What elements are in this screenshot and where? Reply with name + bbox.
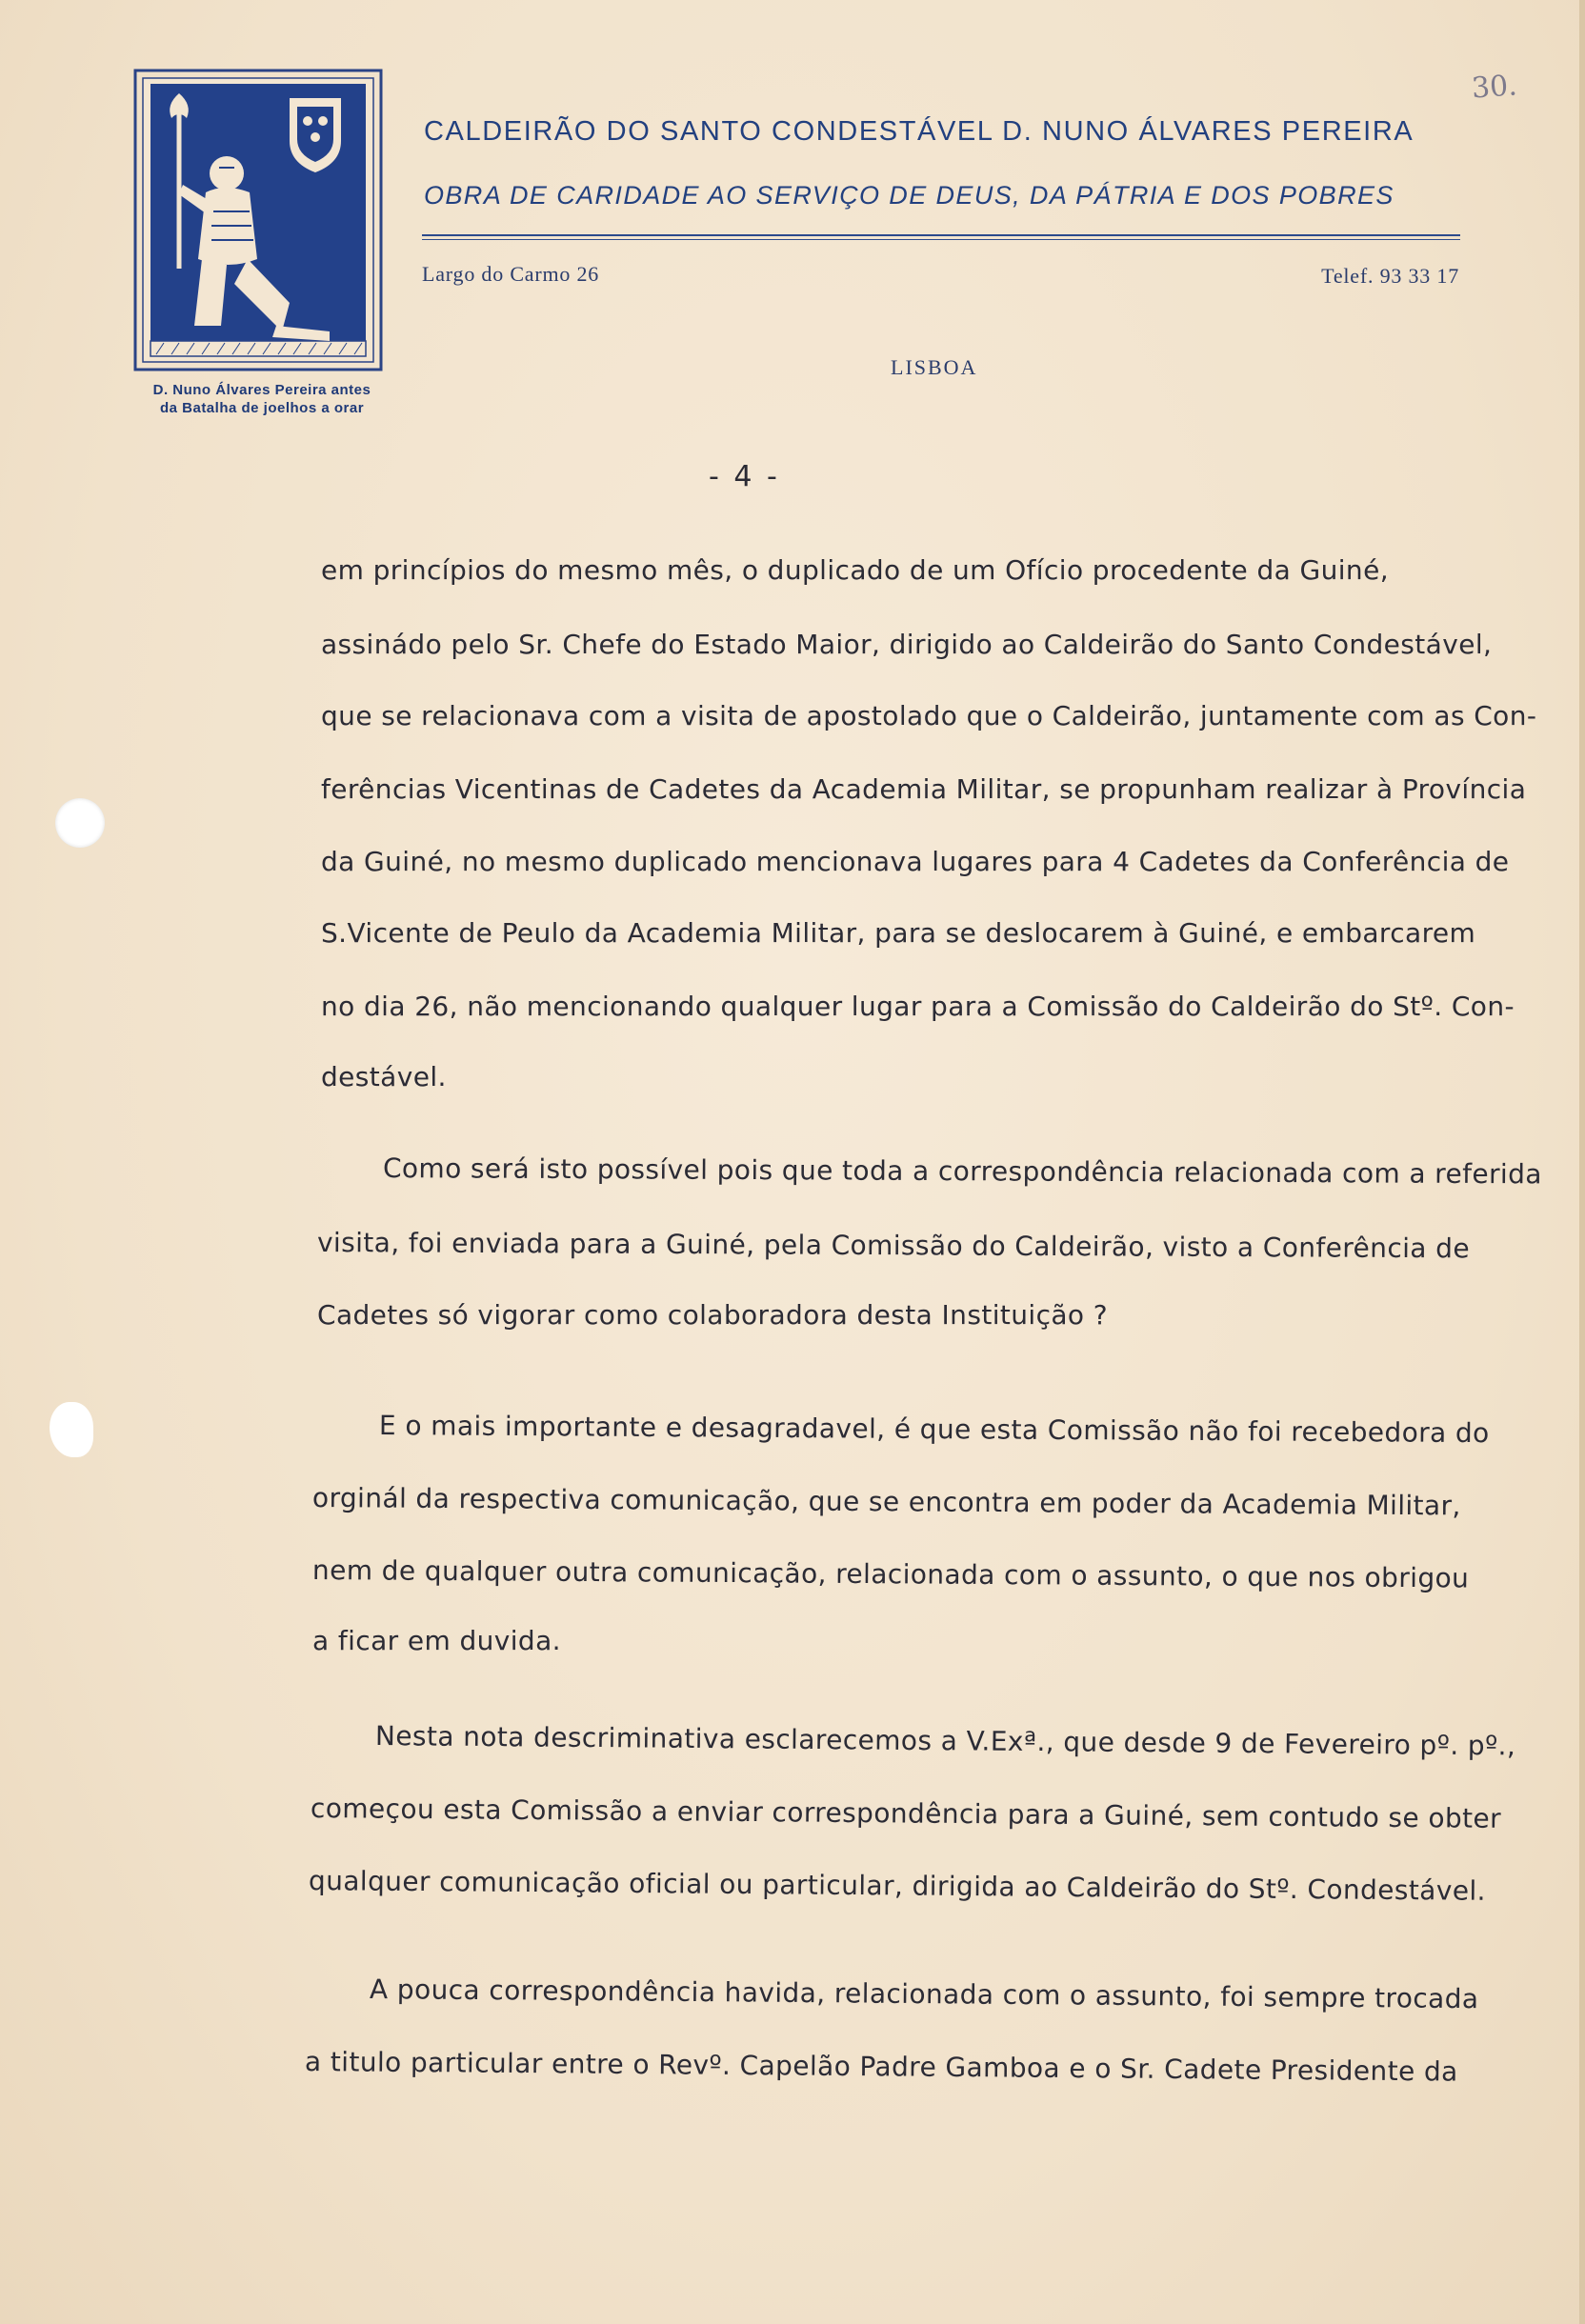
organization-title: CALDEIRÃO DO SANTO CONDESTÁVEL D. NUNO ÁLVARES PEREIRA — [424, 116, 1414, 147]
body-line: E o mais importante e desagradavel, é que esta Comissão não foi recebedora do — [378, 1410, 1490, 1450]
telephone: Telef. 93 33 17 — [1321, 264, 1459, 288]
body-line: Cadetes só vigorar como colaboradora desta Instituição ? — [317, 1299, 1109, 1331]
city: LISBOA — [891, 355, 978, 379]
body-line: nem de qualquer outra comunicação, relacionada com o assunto, o que nos obrigou — [311, 1554, 1470, 1594]
address: Largo do Carmo 26 — [422, 262, 600, 286]
body-line: da Guiné, no mesmo duplicado mencionava lugares para 4 Cadetes da Conferência de — [321, 846, 1510, 877]
body-line: em princípios do mesmo mês, o duplicado de um Ofício procedente da Guiné, — [321, 554, 1389, 586]
punch-hole-top — [55, 798, 105, 848]
body-line: começou esta Comissão a enviar correspondência para a Guiné, sem contudo se obter — [310, 1793, 1502, 1834]
body-line: visita, foi enviada para a Guiné, pela Comissão do Caldeirão, visto a Conferência de — [316, 1227, 1471, 1265]
page-number: - 4 - — [709, 460, 780, 493]
folio-mark: 30. — [1470, 69, 1518, 106]
body-line: que se relacionava com a visita de apostolado que o Caldeirão, juntamente com as Con- — [321, 700, 1537, 731]
body-line: ferências Vicentinas de Cadetes da Academia Militar, se propunham realizar à Província — [321, 773, 1527, 805]
body-line: assinádo pelo Sr. Chefe do Estado Maior, dirigido ao Caldeirão do Santo Condestável, — [321, 629, 1493, 660]
body-line: Nesta nota descriminativa esclarecemos a V.Exª., que desde 9 de Fevereiro pº. pº., — [374, 1720, 1516, 1762]
logo-caption-line-2: da Batalha de joelhos a orar — [159, 400, 365, 416]
logo-caption-line-1: D. Nuno Álvares Pereira antes — [152, 382, 371, 398]
body-line: a titulo particular entre o Revº. Capelão Padre Gamboa e o Sr. Cadete Presidente da — [304, 2046, 1458, 2088]
paper-edge — [1579, 0, 1585, 2324]
body-line: qualquer comunicação oficial ou particular, dirigida ao Caldeirão do Stº. Condestável. — [308, 1865, 1487, 1907]
body-line: Como será isto possível pois que toda a correspondência relacionada com a referida — [382, 1152, 1542, 1191]
body-line: S.Vicente de Peulo da Academia Militar, para se deslocarem à Guiné, e embarcarem — [321, 917, 1476, 949]
header-rule-thin — [422, 239, 1460, 240]
organization-subtitle: OBRA DE CARIDADE AO SERVIÇO DE DEUS, DA PÁTRIA E DOS POBRES — [424, 181, 1394, 210]
body-line: a ficar em duvida. — [312, 1625, 561, 1656]
header-rule — [422, 234, 1460, 236]
punch-hole-torn — [50, 1402, 93, 1457]
body-line: no dia 26, não mencionando qualquer lugar para a Comissão do Caldeirão do Stº. Con- — [321, 991, 1515, 1022]
body-line: orginál da respectiva comunicação, que se encontra em poder da Academia Militar, — [311, 1482, 1461, 1522]
body-line: destável. — [321, 1061, 447, 1092]
kneeling-knight-logo-icon — [133, 69, 383, 371]
logo-caption — [133, 381, 391, 417]
body-line: A pouca correspondência havida, relacionada com o assunto, foi sempre trocada — [369, 1973, 1479, 2015]
